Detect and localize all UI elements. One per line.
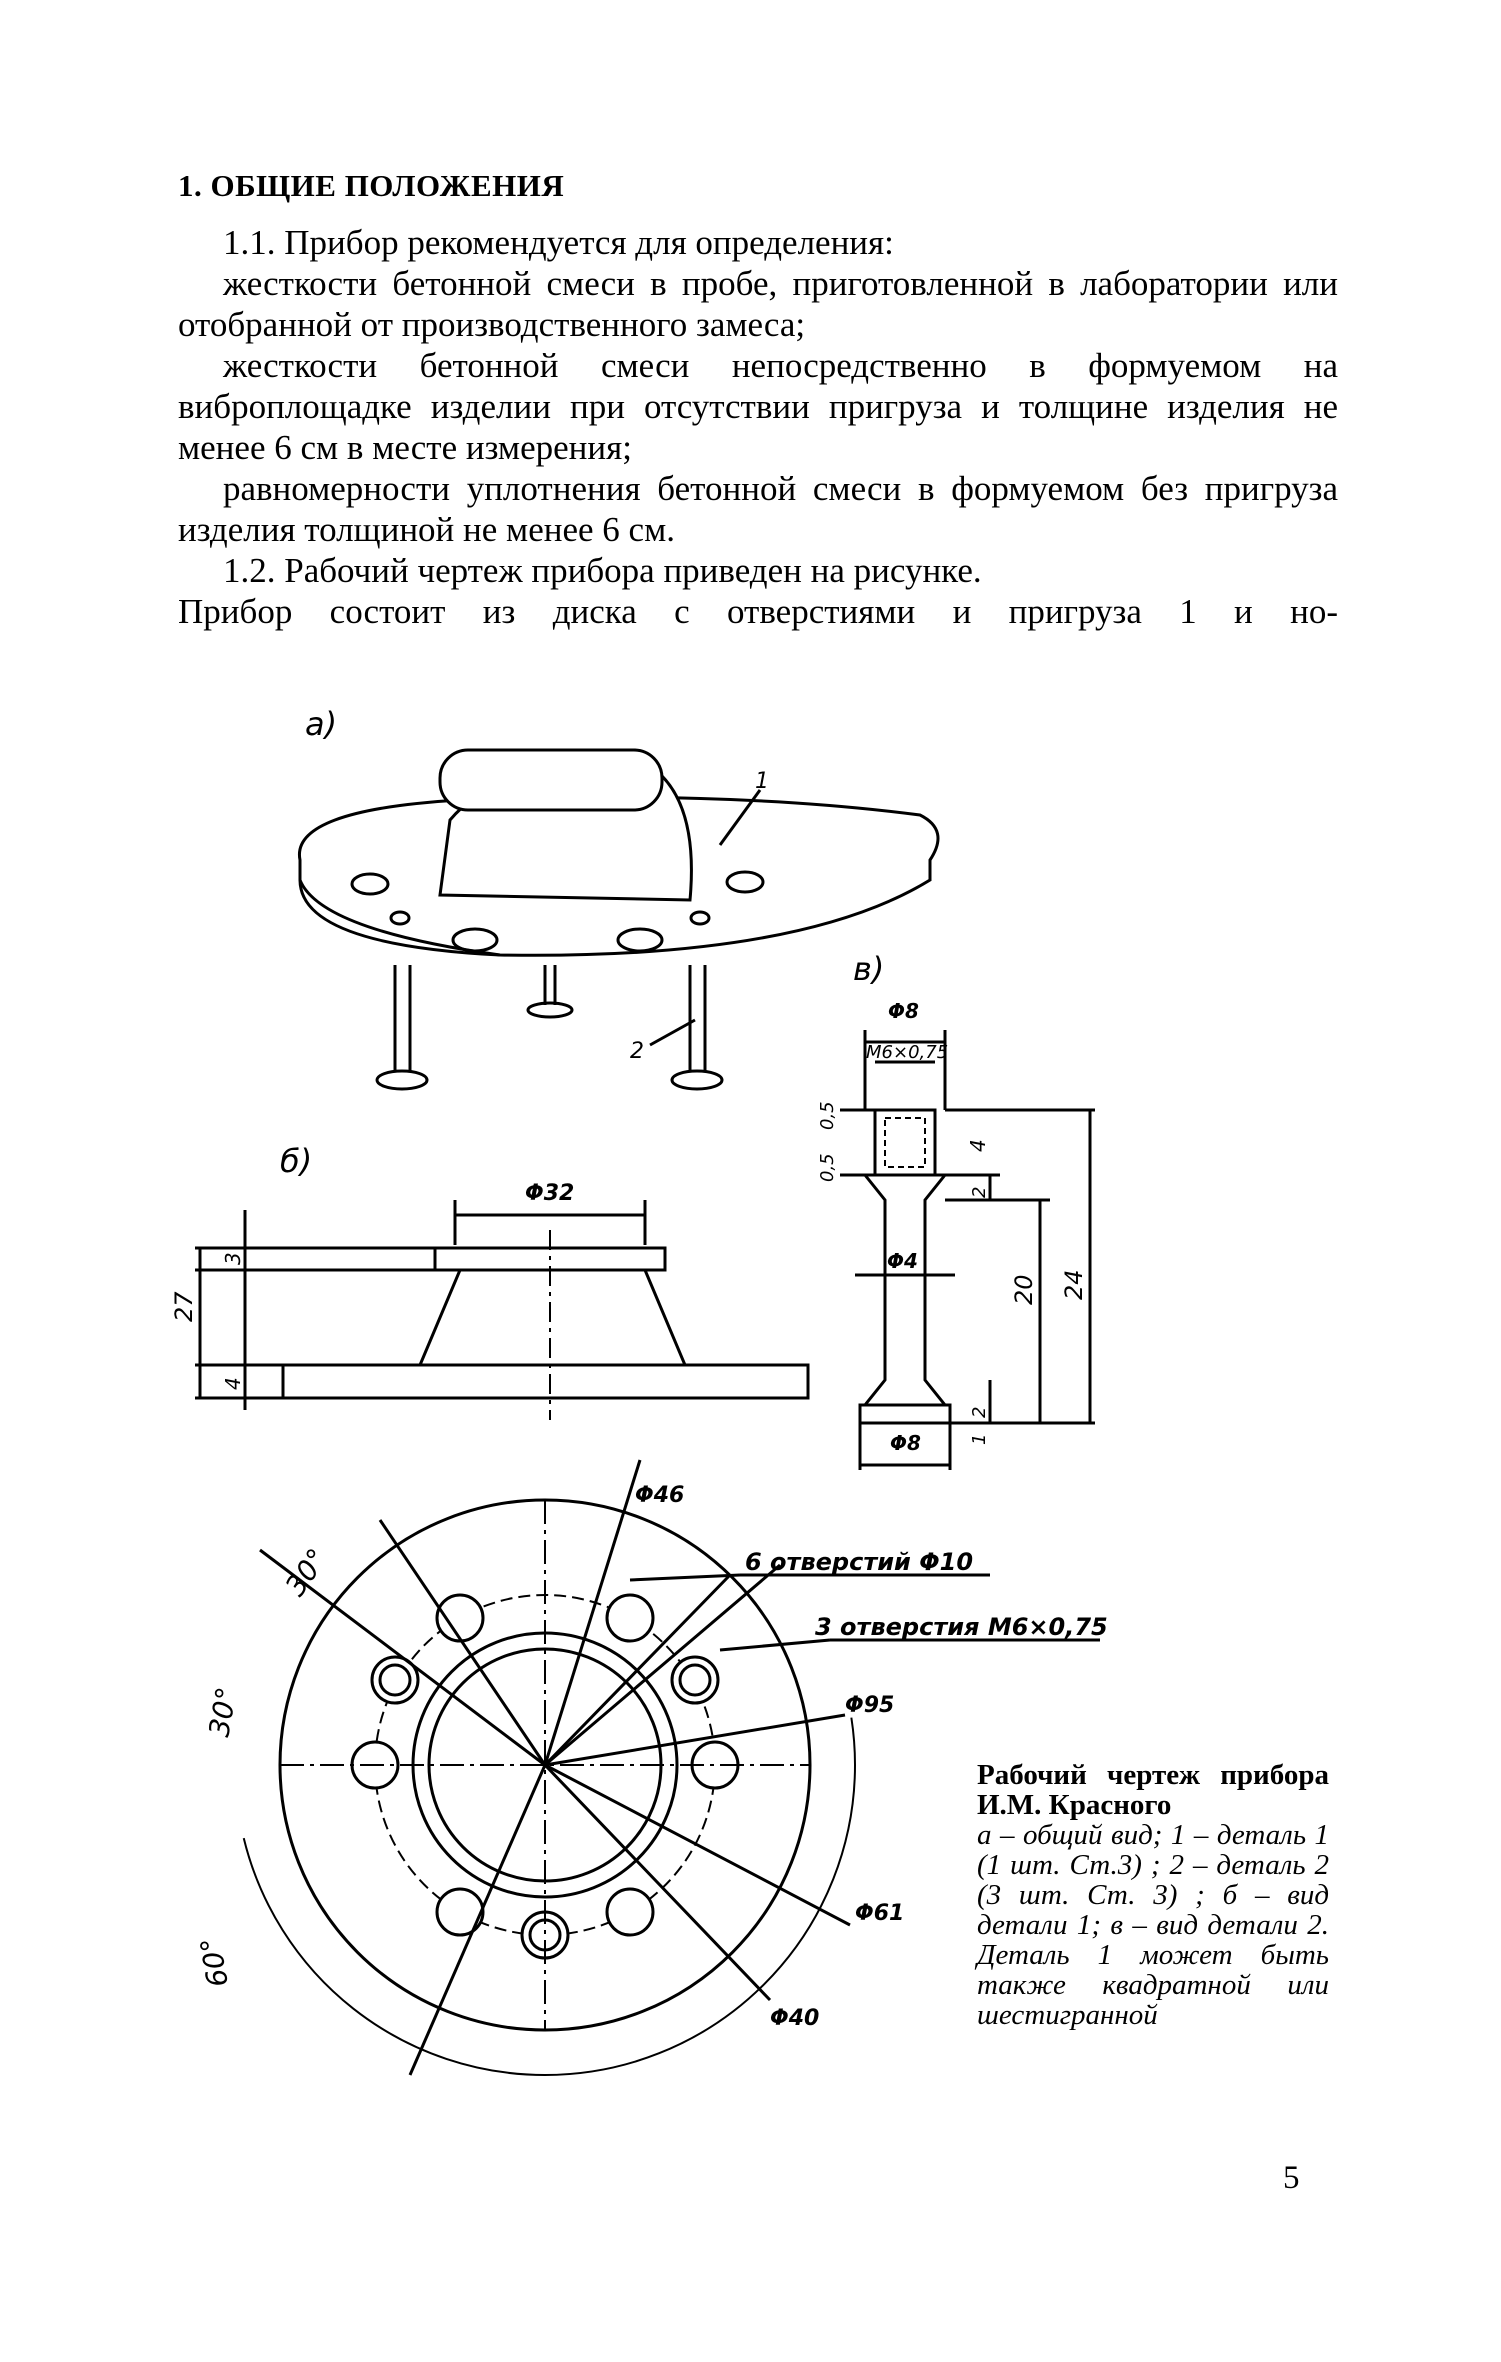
caption-body: а – общий вид; 1 – деталь 1 (1 шт. Ст.3) ; 2 – деталь 2 (3 шт. Ст. 3) ; б – вид детали 1; в – вид детали 2. Деталь 1 может быть также квадратной или шестигранной [977,1819,1329,2031]
dim-base-thickness: 4 [221,1377,245,1390]
plan-angle-2: 30° [202,1684,244,1740]
view-b-label: б) [280,1142,313,1180]
plan-d46: Φ46 [635,1483,685,1508]
plan-d95: Φ95 [845,1693,895,1718]
paragraph-1-2: 1.2. Рабочий чертеж прибора приведен на рисунке. [223,551,982,590]
dim-top-diameter: Φ32 [525,1181,575,1206]
dim-shaft-length: 20 [1010,1274,1038,1305]
paragraph-1-1: 1.1. Прибор рекомендуется для определения: [223,223,894,262]
part-1-view-b [195,1200,808,1420]
dim-chamfer-1: 0,5 [817,1101,838,1130]
dim-height-total: 27 [170,1291,198,1322]
dim-neck: 2 [969,1186,990,1198]
section-title: 1. ОБЩИЕ ПОЛОЖЕНИЯ [178,168,565,203]
paragraph-stiffness-product: жесткости бетонной смеси непосредственно в формуемом на виброплощадке изделии при отсутствии пригруза и толщине изделия не менее 6 см в месте измерения; [178,346,1338,467]
part-2-callout: 2 [630,1039,644,1064]
part-2-view-v [840,1030,1095,1470]
plan-holes-3: 3 отверстия M6×0,75 [815,1613,1108,1641]
part-1-callout: 1 [755,769,769,794]
dim-shaft-diameter: Φ4 [887,1249,918,1273]
general-view-a [299,750,938,1089]
paragraph-stiffness-sample: жесткости бетонной смеси в пробе, приготовленной в лаборатории или отобранной от производственного замеса; [178,264,1338,344]
dim-thread: M6×0,75 [866,1042,949,1063]
plan-d40: Φ40 [770,2006,820,2031]
dim-foot-neck: 2 [969,1406,990,1418]
plan-angle-1: 30° [278,1542,335,1603]
view-a-label: а) [305,705,338,743]
dim-foot-height: 1 [969,1433,990,1445]
plan-d61: Φ61 [855,1901,905,1926]
dim-total-length: 24 [1060,1269,1088,1300]
dim-head-height: 4 [966,1139,990,1152]
paragraph-uniformity: равномерности уплотнения бетонной смеси в формуемом без пригруза изделия толщиной не менее 6 см. [178,469,1338,549]
plan-holes-6: 6 отверстий Φ10 [745,1548,974,1576]
dim-head-diameter: Φ8 [888,999,919,1023]
caption-title: Рабочий чертеж прибора И.М. Красного [977,1759,1329,1821]
plan-angle-3: 60° [193,1934,235,1990]
paragraph-device-composition: Прибор состоит из диска с отверстиями и пригруза 1 и но- [178,592,1338,631]
page-number: 5 [1283,2160,1300,2196]
figure-caption [977,1760,1329,2030]
view-v-label: в) [853,950,885,988]
body-text [178,222,1338,632]
dim-chamfer-2: 0,5 [817,1153,838,1182]
dim-foot-diameter: Φ8 [890,1431,921,1455]
dim-top-thickness: 3 [221,1252,245,1265]
